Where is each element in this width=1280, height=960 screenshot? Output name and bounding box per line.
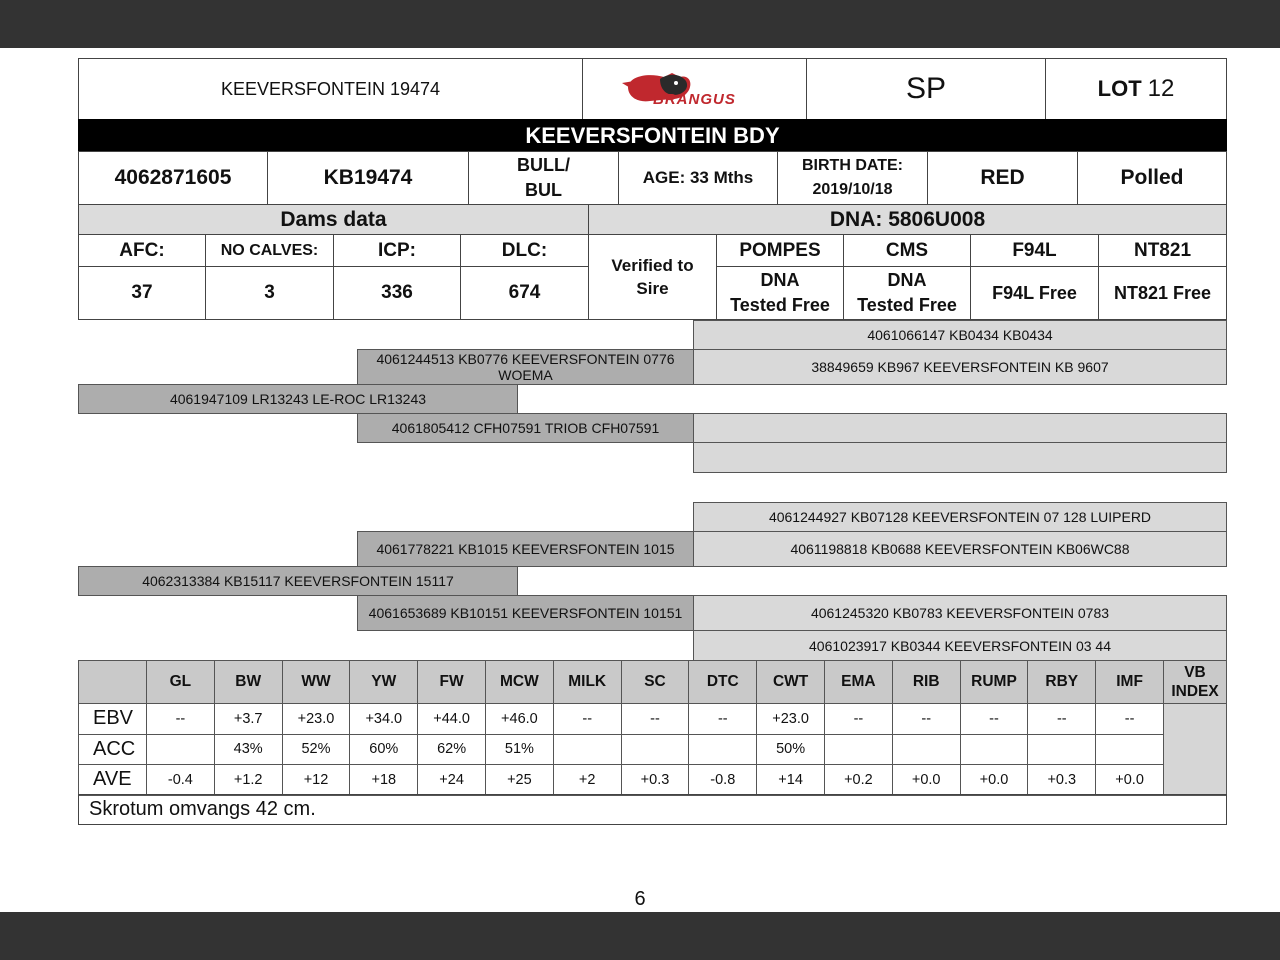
ebv-cell-ave-ema: +0.2 (824, 764, 893, 796)
ebv-cell-acc-rby (1027, 734, 1096, 766)
note: Skrotum omvangs 42 cm. (78, 794, 1227, 825)
pompes-line2: Tested Free (730, 295, 830, 315)
ebv-cell-acc-ema (824, 734, 893, 766)
pedigree-dam-dam-sire: 4061245320 KB0783 KEEVERSFONTEIN 0783 (693, 595, 1227, 631)
pedigree-sire: 4061947109 LR13243 LE-ROC LR13243 (78, 384, 518, 414)
afc-label: AFC: (78, 234, 206, 267)
ebv-cell-ebv-ema: -- (824, 703, 893, 735)
code: SP (806, 58, 1046, 120)
ebv-cell-acc-sc (621, 734, 690, 766)
ebv-cell-ave-milk: +2 (553, 764, 622, 796)
cms-result (843, 266, 971, 320)
afc-value: 37 (78, 266, 206, 320)
sex-line1: BULL/ (517, 155, 570, 175)
ebv-header-gl: GL (146, 660, 215, 704)
dlc-label: DLC: (460, 234, 589, 267)
ebv-cell-ebv-yw: +34.0 (349, 703, 418, 735)
nt821-label: NT821 (1098, 234, 1227, 267)
ebv-cell-ave-dtc: -0.8 (688, 764, 757, 796)
ebv-header-ww: WW (282, 660, 351, 704)
ebv-cell-ebv-bw: +3.7 (214, 703, 283, 735)
pompes-result (716, 266, 844, 320)
id-number: 4062871605 (78, 151, 268, 205)
ebv-cell-ave-imf: +0.0 (1095, 764, 1164, 796)
ebv-cell-ave-gl: -0.4 (146, 764, 215, 796)
calves-label: NO CALVES: (205, 234, 334, 267)
ebv-cell-acc-rump (960, 734, 1029, 766)
verified-line1: Verified to (611, 256, 694, 275)
ebv-header-rib: RIB (892, 660, 961, 704)
ebv-cell-acc-yw: 60% (349, 734, 418, 766)
lot-box (1045, 58, 1227, 120)
ebv-cell-acc-imf (1095, 734, 1164, 766)
ebv-row-label-acc: ACC (78, 734, 147, 766)
ebv-cell-ebv-mcw: +46.0 (485, 703, 554, 735)
pedigree-dam-sire: 4061778221 KB1015 KEEVERSFONTEIN 1015 (357, 531, 694, 567)
ebv-header-rump: RUMP (960, 660, 1029, 704)
ebv-cell-ave-rump: +0.0 (960, 764, 1029, 796)
ebv-table (78, 660, 1227, 795)
ebv-cell-ebv-cwt: +23.0 (756, 703, 825, 735)
ebv-cell-ebv-gl: -- (146, 703, 215, 735)
ebv-header-ema: EMA (824, 660, 893, 704)
ebv-cell-ebv-imf: -- (1095, 703, 1164, 735)
dna-title: DNA: 5806U008 (588, 204, 1227, 235)
ebv-cell-acc-mcw: 51% (485, 734, 554, 766)
f94l-result: F94L Free (970, 266, 1099, 320)
logo-text: BRANGUS (653, 91, 736, 108)
ebv-cell-acc-dtc (688, 734, 757, 766)
reg-code: KB19474 (267, 151, 469, 205)
ebv-header-vb-index (1163, 660, 1227, 704)
ebv-cell-ave-yw: +18 (349, 764, 418, 796)
sex-line2: BUL (525, 180, 562, 200)
ebv-cell-ave-bw: +1.2 (214, 764, 283, 796)
ebv-cell-ave-sc: +0.3 (621, 764, 690, 796)
vb-index-value (1163, 703, 1227, 796)
bottom-bar (0, 912, 1280, 960)
page-number: 6 (634, 888, 646, 910)
pedigree-sire-dam-dam (693, 442, 1227, 473)
verified-to-sire (588, 234, 717, 320)
ebv-cell-ebv-rby: -- (1027, 703, 1096, 735)
ebv-cell-acc-cwt: 50% (756, 734, 825, 766)
birth-date-box (777, 151, 928, 205)
ebv-cell-acc-fw: 62% (417, 734, 486, 766)
vb-index-index-line1: VB (1184, 664, 1206, 681)
horn-status: Polled (1077, 151, 1227, 205)
sex (468, 151, 619, 205)
ebv-header-rby: RBY (1027, 660, 1096, 704)
birth-label: BIRTH DATE: (801, 157, 904, 174)
ebv-cell-ebv-milk: -- (553, 703, 622, 735)
pedigree-sire-dam: 4061805412 CFH07591 TRIOB CFH07591 (357, 413, 694, 443)
ebv-cell-ebv-sc: -- (621, 703, 690, 735)
ebv-cell-acc-rib (892, 734, 961, 766)
pedigree-dam: 4062313384 KB15117 KEEVERSFONTEIN 15117 (78, 566, 518, 596)
pedigree-dam-sire-dam: 4061198818 KB0688 KEEVERSFONTEIN KB06WC88 (693, 531, 1227, 567)
ebv-header-mcw: MCW (485, 660, 554, 704)
page-title: KEEVERSFONTEIN BDY (78, 119, 1227, 152)
ebv-cell-acc-bw: 43% (214, 734, 283, 766)
dams-title: Dams data (78, 204, 589, 235)
pompes-line1: DNA (760, 270, 800, 290)
age: AGE: 33 Mths (618, 151, 778, 205)
ebv-cell-ebv-dtc: -- (688, 703, 757, 735)
ebv-cell-acc-gl (146, 734, 215, 766)
ebv-header-milk: MILK (553, 660, 622, 704)
ebv-header-fw: FW (417, 660, 486, 704)
ebv-cell-ave-cwt: +14 (756, 764, 825, 796)
ebv-cell-ebv-ww: +23.0 (282, 703, 351, 735)
cms-label: CMS (843, 234, 971, 267)
ebv-header-corner (78, 660, 147, 704)
ebv-header-yw: YW (349, 660, 418, 704)
ebv-header-cwt: CWT (756, 660, 825, 704)
ebv-cell-ave-fw: +24 (417, 764, 486, 796)
top-bar (0, 0, 1280, 48)
pedigree-sire-dam-sire (693, 413, 1227, 443)
icp-value: 336 (333, 266, 461, 320)
ebv-header-imf: IMF (1095, 660, 1164, 704)
verified-line2: Sire (636, 279, 669, 298)
pedigree-sire-sire-sire: 4061066147 KB0434 KB0434 (693, 320, 1227, 350)
ebv-row-label-ebv: EBV (78, 703, 147, 735)
ebv-cell-ebv-rump: -- (960, 703, 1029, 735)
icp-label: ICP: (333, 234, 461, 267)
dlc-value: 674 (460, 266, 589, 320)
nt821-result: NT821 Free (1098, 266, 1227, 320)
ebv-cell-ave-rib: +0.0 (892, 764, 961, 796)
ebv-cell-ebv-rib: -- (892, 703, 961, 735)
color: RED (927, 151, 1078, 205)
vb-index-index-line2: INDEX (1171, 683, 1219, 700)
pedigree-sire-sire: 4061244513 KB0776 KEEVERSFONTEIN 0776 WOEMA (357, 349, 694, 385)
lot-number: 12 (1147, 75, 1175, 102)
f94l-label: F94L (970, 234, 1099, 267)
brangus-logo (582, 58, 807, 120)
cms-line2: Tested Free (857, 295, 957, 315)
cms-line1: DNA (887, 270, 927, 290)
pompes-label: POMPES (716, 234, 844, 267)
ebv-cell-ave-ww: +12 (282, 764, 351, 796)
pedigree-dam-dam: 4061653689 KB10151 KEEVERSFONTEIN 10151 (357, 595, 694, 631)
ebv-cell-ebv-fw: +44.0 (417, 703, 486, 735)
ebv-cell-acc-ww: 52% (282, 734, 351, 766)
calves-value: 3 (205, 266, 334, 320)
ebv-cell-ave-rby: +0.3 (1027, 764, 1096, 796)
ebv-header-sc: SC (621, 660, 690, 704)
ebv-cell-ave-mcw: +25 (485, 764, 554, 796)
ebv-row-label-ave: AVE (78, 764, 147, 796)
birth-date: 2019/10/18 (812, 181, 893, 198)
ebv-header-bw: BW (214, 660, 283, 704)
pedigree-sire-sire-dam: 38849659 KB967 KEEVERSFONTEIN KB 9607 (693, 349, 1227, 385)
pedigree-dam-dam-dam: 4061023917 KB0344 KEEVERSFONTEIN 03 44 (693, 630, 1227, 661)
ebv-cell-acc-milk (553, 734, 622, 766)
animal-name: KEEVERSFONTEIN 19474 (78, 58, 583, 120)
ebv-header-dtc: DTC (688, 660, 757, 704)
pedigree-dam-sire-sire: 4061244927 KB07128 KEEVERSFONTEIN 07 128 LUIPERD (693, 502, 1227, 532)
lot-label: LOT (1097, 76, 1142, 101)
